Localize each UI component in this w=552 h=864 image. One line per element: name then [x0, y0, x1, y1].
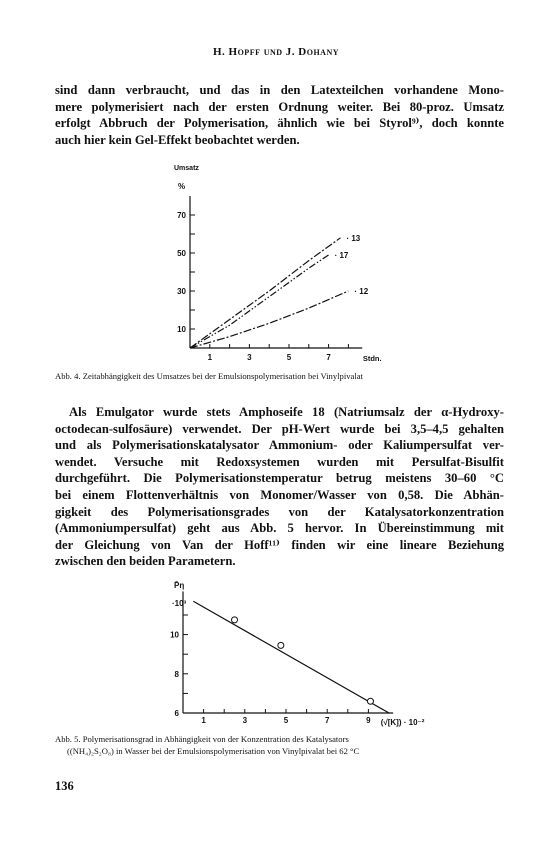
x-tick-label: 3 [247, 353, 252, 362]
y-axis-label: P̄η [174, 581, 185, 590]
running-header: H. Hopff und J. Dohany [212, 46, 340, 58]
text-line: (Ammoniumpersulfat) geht aus Abb. 5 hervor. In Übereinstimmung mit [55, 521, 504, 536]
y-tick-label: 30 [177, 287, 186, 296]
series-line [190, 255, 329, 348]
y-tick-label: 70 [177, 211, 186, 220]
x-tick-label: 3 [242, 716, 248, 725]
figure-5-caption [55, 733, 504, 757]
y-tick-label: 6 [174, 709, 179, 718]
series-label: · 17 [334, 250, 349, 260]
text-line: gigkeit des Polymerisationsgrades von der Katalysatorkonzentration [55, 504, 504, 519]
text-line: mere polymerisiert nach der ersten Ordnung weiter. Bei 80-proz. Umsatz [55, 99, 504, 114]
series-label: · 13 [346, 233, 361, 243]
x-tick-label: 9 [366, 716, 371, 725]
figure-4-caption: Abb. 4. Zeitabhängigkeit des Umsatzes bei der Emulsionspolymerisation bei Vinylpivalat [55, 371, 363, 381]
x-tick-label: 7 [326, 353, 331, 362]
text-line: zwischen den beiden Parametern. [55, 554, 236, 569]
y-axis-unit: % [178, 182, 186, 191]
y-tick-label: 8 [174, 669, 179, 679]
caption-line: ((NH₄)₂S₂O₈) in Wasser bei der Emulsionspolymerisation von Vinylpivalat bei 62 °C [67, 746, 360, 756]
text-line: der Gleichung von Van der Hoff¹¹⁾ finden wir eine lineare Beziehung [55, 537, 504, 552]
x-tick-label: 5 [283, 716, 289, 725]
text-line: Als Emulgator wurde stets Amphoseife 18 (Natriumsalz der α-Hydroxy- [69, 405, 504, 419]
x-tick-label: 7 [324, 716, 330, 725]
fit-line [193, 601, 389, 713]
x-axis-label: (√[K]) · 10⁻² [380, 718, 425, 727]
data-point [232, 617, 238, 623]
text-line: erfolgt Abbruch der Polymerisation, ähnlich wie bei Styrol⁹⁾, doch konnte [55, 116, 504, 131]
y-tick-label: 10 [177, 325, 186, 334]
x-tick-label: 1 [201, 716, 206, 725]
y-tick-label: 10 [170, 630, 179, 640]
text-line: und als Polymerisationskatalysator Ammonium- oder Kaliumpersulfat ver- [55, 438, 504, 453]
x-tick-label: 5 [286, 353, 292, 362]
data-point [278, 642, 284, 648]
y-tick-label: 50 [177, 249, 186, 258]
text-line: durchgeführt. Die Polymerisationstemperatur betrug meistens 30–60 °C [55, 471, 504, 486]
series-label: · 12 [354, 287, 369, 296]
text-line: bei einem Flottenverhältnis von Monomer/Wasser von 0,58. Die Abhän- [55, 487, 504, 502]
paragraph-2 [55, 404, 504, 570]
page-number: 136 [55, 779, 74, 793]
text-line: wendet. Versuche mit Redoxsystemen wurden mit Persulfat-Bisulfit [55, 454, 504, 469]
text-line: auch hier kein Gel-Effekt beobachtet werden. [55, 132, 300, 147]
text-line: sind dann verbraucht, und das in den Latexteilchen vorhandene Mono- [55, 83, 504, 97]
y-axis-label: Umsatz [174, 165, 199, 172]
x-tick-label: 1 [207, 353, 213, 362]
data-point [367, 698, 373, 704]
text-line: octodecan-sulfosäure) verwendet. Der pH-Wert wurde bei 3,5–4,5 gehalten [55, 421, 504, 436]
x-axis-label: Stdn. [362, 354, 382, 363]
series-line [190, 238, 340, 348]
series-line [190, 291, 348, 348]
caption-line: Abb. 5. Polymerisationsgrad in Abhängigkeit von der Konzentration des Katalysators [55, 734, 349, 744]
y-axis-unit: ·10³ [172, 599, 187, 608]
